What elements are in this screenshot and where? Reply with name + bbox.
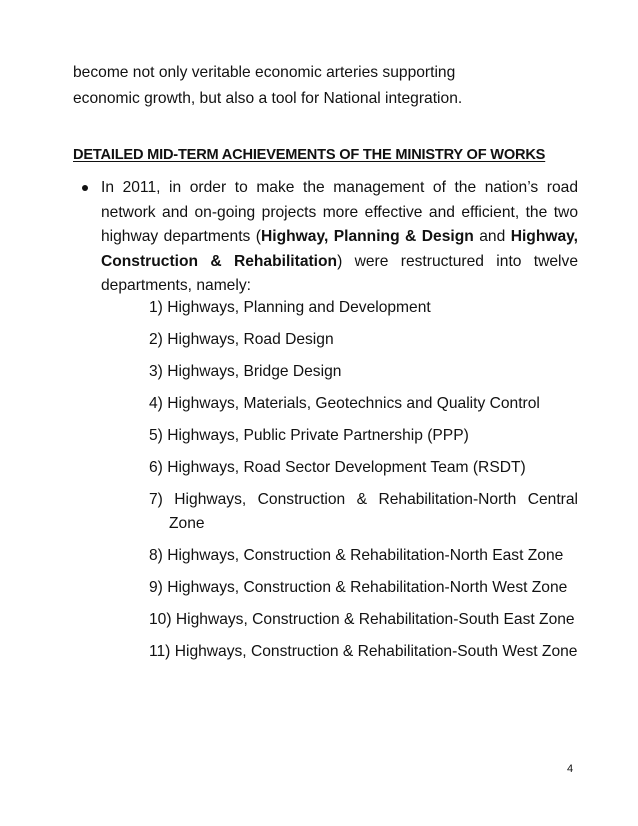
- bullet-text-1: In 2011, in order to make the management of the nation’s road network and on-going projects more effective and efficient, the two highway departments (: [101, 179, 578, 246]
- section-heading: DETAILED MID-TERM ACHIEVEMENTS OF THE MINISTRY OF WORKS: [73, 147, 546, 163]
- department-item: 5) Highways, Public Private Partnership (PPP): [149, 427, 469, 444]
- department-item: 7) Highways, Construction & Rehabilitation-North Central Zone: [149, 491, 578, 532]
- department-item: 1) Highways, Planning and Development: [149, 299, 431, 316]
- bold-construction-rehab: Highway, Construction & Rehabilitation: [101, 228, 578, 270]
- departments-list: [149, 296, 578, 672]
- department-item: 6) Highways, Road Sector Development Team (RSDT): [149, 459, 526, 476]
- bullet-icon: [82, 185, 88, 191]
- department-item: 8) Highways, Construction & Rehabilitation-North East Zone: [149, 547, 564, 564]
- page-number: 4: [567, 763, 574, 775]
- department-item: 11) Highways, Construction & Rehabilitation-South West Zone: [149, 643, 578, 660]
- bullet-text-3: ) were restructured into twelve departments, namely:: [101, 252, 578, 295]
- department-item: 10) Highways, Construction & Rehabilitation-South East Zone: [149, 611, 575, 628]
- department-item: 3) Highways, Bridge Design: [149, 363, 342, 380]
- intro-line-1: become not only veritable economic arteries supporting: [73, 64, 456, 81]
- bullet-text-2: and: [473, 228, 511, 246]
- intro-line-2: economic growth, but also a tool for National integration.: [73, 90, 463, 107]
- bold-planning-design: Highway, Planning & Design: [261, 228, 474, 246]
- bullet-paragraph: [101, 176, 578, 299]
- intro-paragraph: [73, 60, 578, 112]
- department-item: 4) Highways, Materials, Geotechnics and Quality Control: [149, 395, 540, 412]
- department-item: 9) Highways, Construction & Rehabilitation-North West Zone: [149, 579, 568, 596]
- department-item: 2) Highways, Road Design: [149, 331, 334, 348]
